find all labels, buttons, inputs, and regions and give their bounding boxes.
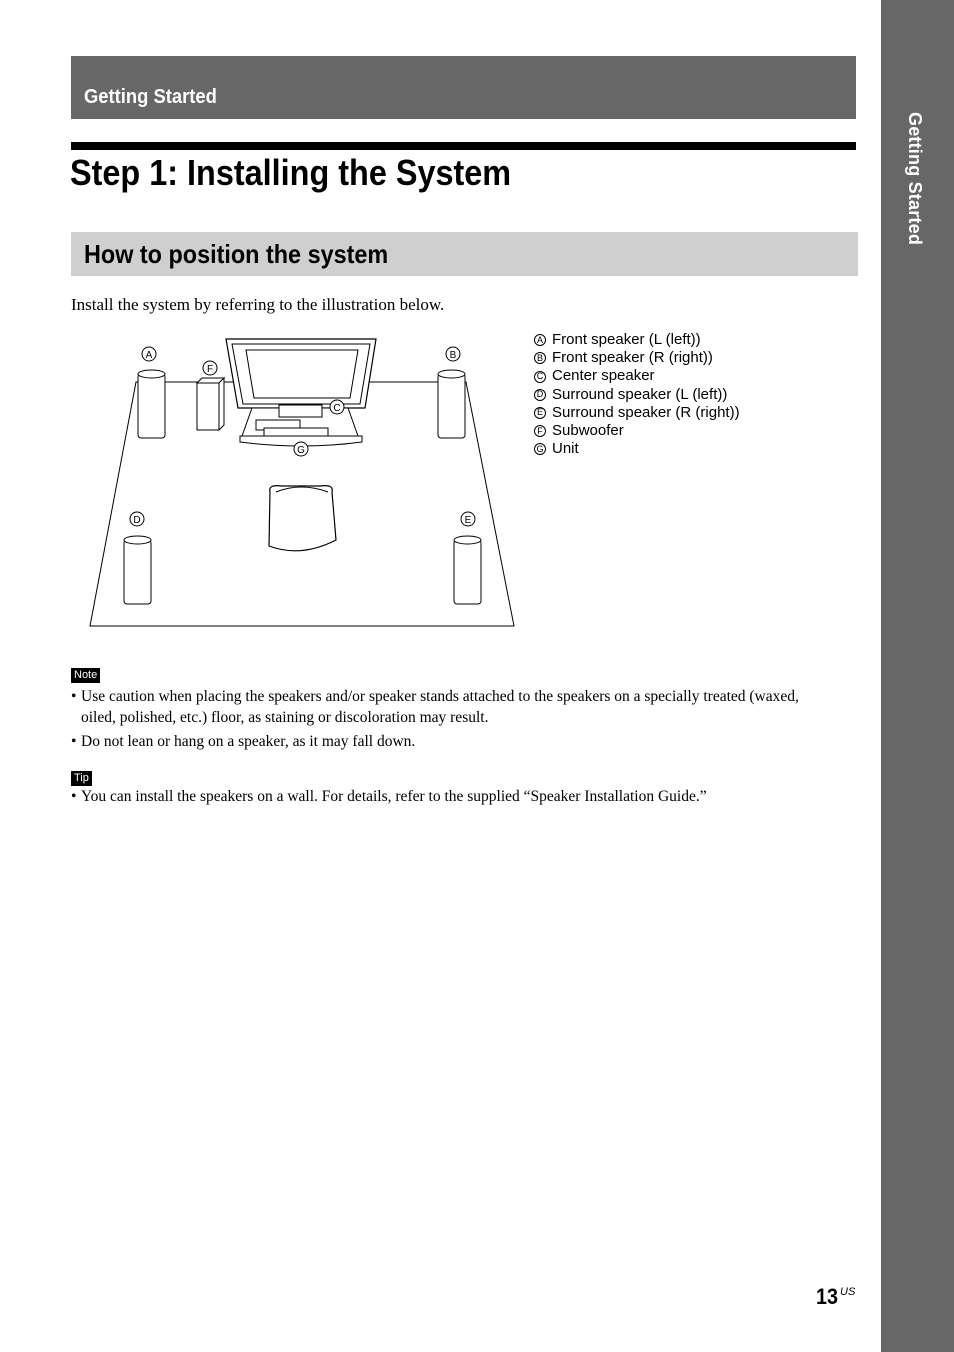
- tip-item: [71, 786, 707, 807]
- svg-text:A: A: [145, 350, 153, 361]
- marker-badge: B: [534, 352, 546, 364]
- legend-item: [534, 367, 740, 385]
- marker-e: [461, 512, 475, 526]
- marker-c: [330, 400, 344, 414]
- legend-item: [534, 331, 740, 349]
- legend-item: [534, 440, 740, 458]
- listener-chair-icon: [269, 486, 336, 551]
- note-item-text: Do not lean or hang on a speaker, as it may fall down.: [81, 733, 416, 750]
- bullet-dot: •: [71, 733, 77, 750]
- svg-text:C: C: [333, 403, 341, 414]
- legend-label: Unit: [552, 440, 579, 458]
- legend-label: Subwoofer: [552, 422, 624, 440]
- bullet-dot: •: [71, 788, 77, 805]
- legend-label: Center speaker: [552, 367, 655, 385]
- surround-speaker-right-icon: [454, 536, 481, 604]
- surround-speaker-left-icon: [124, 536, 151, 604]
- legend-label: Surround speaker (R (right)): [552, 403, 740, 421]
- page-number: 13: [816, 1284, 839, 1309]
- marker-a: [142, 347, 156, 361]
- intro-text: Install the system by referring to the illustration below.: [71, 295, 445, 314]
- tip-tag: Tip: [71, 771, 92, 786]
- note-item-text: Use caution when placing the speakers and/or speaker stands attached to the speakers on a specially treated (waxed,: [81, 688, 799, 705]
- svg-text:G: G: [297, 445, 305, 456]
- subheading: How to position the system: [84, 239, 389, 269]
- legend-item: [534, 404, 740, 422]
- speaker-layout-illustration: [86, 332, 518, 630]
- marker-d: [130, 512, 144, 526]
- bullet-dot: •: [71, 688, 77, 705]
- page-title: Step 1: Installing the System: [70, 152, 512, 193]
- front-speaker-right-icon: [438, 370, 465, 438]
- marker-badge: A: [534, 334, 546, 346]
- note-item: [71, 686, 799, 728]
- side-tab-label: Getting Started: [905, 112, 925, 246]
- note-item-text-cont: oiled, polished, etc.) floor, as staining or discoloration may result.: [81, 709, 489, 726]
- page-region-suffix: US: [840, 1286, 856, 1298]
- speaker-legend: [534, 331, 740, 458]
- legend-label: Surround speaker (L (left)): [552, 385, 728, 403]
- note-item: [71, 731, 415, 752]
- marker-b: [446, 347, 460, 361]
- svg-text:E: E: [464, 515, 472, 526]
- legend-item: [534, 349, 740, 367]
- svg-text:F: F: [206, 364, 214, 375]
- section-title: Getting Started: [84, 86, 217, 108]
- marker-badge: G: [534, 443, 546, 455]
- marker-badge: C: [534, 371, 546, 383]
- svg-text:D: D: [133, 515, 141, 526]
- marker-badge: E: [534, 407, 546, 419]
- note-tag: Note: [71, 668, 100, 683]
- svg-text:B: B: [449, 350, 457, 361]
- front-speaker-left-icon: [138, 370, 165, 438]
- legend-item: [534, 386, 740, 404]
- subwoofer-icon: [197, 378, 224, 430]
- marker-f: [203, 361, 217, 375]
- tv-icon: [226, 339, 376, 408]
- legend-item: [534, 422, 740, 440]
- legend-label: Front speaker (R (right)): [552, 349, 713, 367]
- marker-badge: F: [534, 425, 546, 437]
- marker-g: [294, 442, 308, 456]
- marker-badge: D: [534, 389, 546, 401]
- heading-rule: [71, 142, 856, 150]
- legend-label: Front speaker (L (left)): [552, 331, 701, 348]
- tip-item-text: You can install the speakers on a wall. For details, refer to the supplied “Speaker Installation Guide.”: [81, 788, 707, 805]
- tv-stand-icon: [240, 405, 362, 446]
